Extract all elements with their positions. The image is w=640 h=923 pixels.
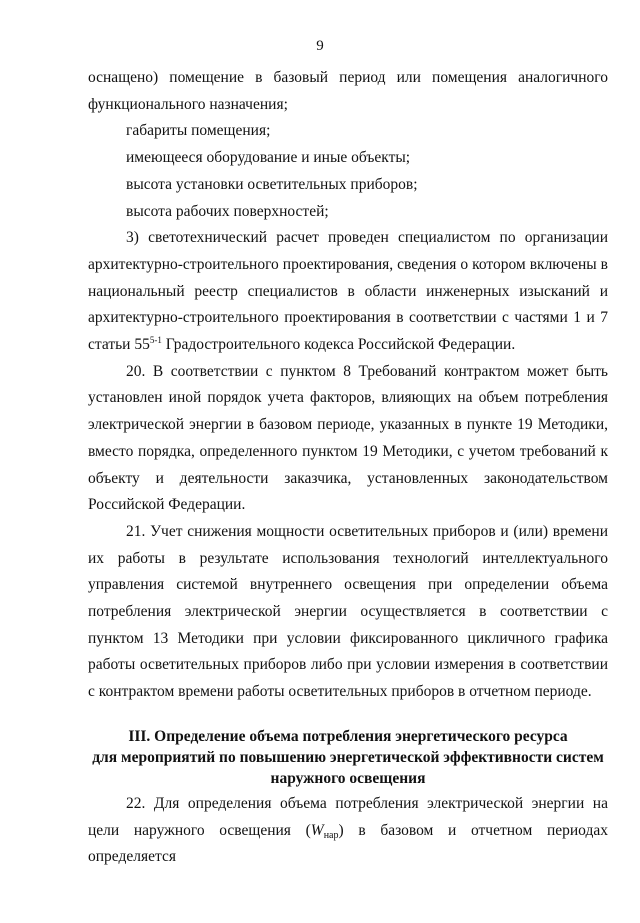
- page-number: 9: [316, 38, 324, 54]
- body-text: [88, 65, 608, 706]
- list-item: высота рабочих поверхностей;: [126, 202, 329, 220]
- paragraph-3: [88, 225, 608, 359]
- paragraph-continuation-line2: функционального назначения;: [88, 95, 288, 113]
- paragraph-20: 20. В соответствии с пунктом 8 Требований контрактом может быть установлен иной порядок учета факторов, влияющих на объем потребления электрической энергии в базовом периоде, указанных в пункте 19 Методики, вместо порядка, определенного пунктом 19 Методики, с учетом требований к объекту и деятельности заказчика, установленных законодательством Российской Федерации.: [88, 362, 608, 514]
- section-heading: [88, 726, 608, 789]
- symbol-w-subscript: нар: [323, 829, 339, 841]
- body-text-section-3: [88, 791, 608, 871]
- symbol-w: W: [310, 821, 324, 839]
- section-heading-line1: III. Определение объема потребления энергетического ресурса: [128, 728, 568, 745]
- paragraph-21: 21. Учет снижения мощности осветительных приборов и (или) времени их работы в результате использования технологий интеллектуального управления системой внутреннего освещения при определении объема потребления электрической энергии осуществляется в соответствии с пунктом 13 Методики при условии фиксированного цикличного графика работы осветительных приборов либо при условии измерения в соответствии с контрактом времени работы осветительных приборов в отчетном периоде.: [88, 522, 608, 701]
- paragraph-3-text: 3) светотехнический расчет проведен специалистом по организации архитектурно-строительного проектирования, сведения о котором включены в национальный реестр специалистов в области инженерных изысканий и архитектурно-строительного проектирования в соответствии с частями 1 и 7 статьи: [88, 229, 608, 354]
- list-item: высота установки осветительных приборов;: [126, 175, 418, 193]
- paragraph-continuation-line1: оснащено) помещение в базовый период или помещения аналогичного: [88, 69, 608, 86]
- section-heading-line3: наружного освещения: [270, 770, 426, 787]
- list-item: габариты помещения;: [126, 122, 271, 140]
- paragraph-3-tail: Градостроительного кодекса Российской Федерации.: [161, 336, 516, 354]
- article-number-superscript: 5-1: [149, 335, 162, 346]
- article-number: 55: [134, 336, 150, 354]
- paragraph-22-text-end: ) в базовом и отчетном периодах определяется: [88, 821, 609, 866]
- paragraph-22-text-start: 22. Для определения объема потребления электрической энергии на цели наружного освещения (: [88, 795, 608, 839]
- section-heading-line2: для мероприятий по повышению энергетической эффективности систем: [92, 749, 604, 766]
- list-item: имеющееся оборудование и иные объекты;: [126, 149, 411, 167]
- paragraph-22: [88, 791, 608, 871]
